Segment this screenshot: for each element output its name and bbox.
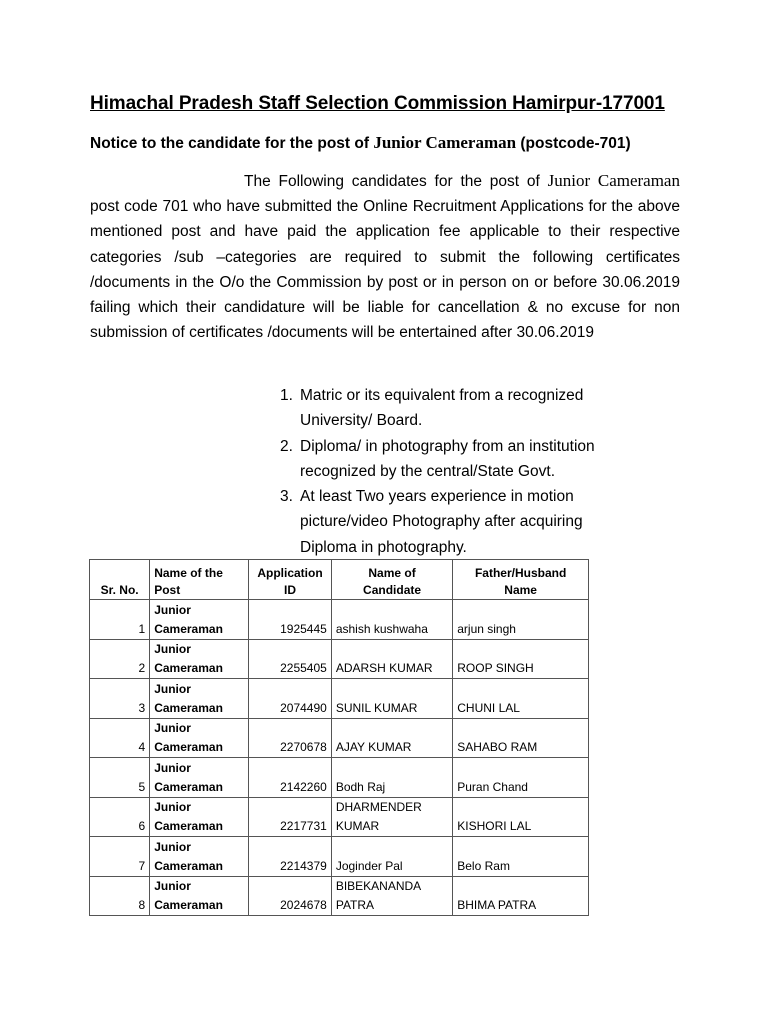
cell-father-name: arjun singh bbox=[453, 600, 589, 640]
cell-application-id: 2255405 bbox=[249, 639, 332, 679]
cell-father-name: CHUNI LAL bbox=[453, 679, 589, 719]
cell-father-name: BHIMA PATRA bbox=[453, 876, 589, 916]
cell-post: Junior Cameraman bbox=[150, 600, 249, 640]
cell-candidate-name: ADARSH KUMAR bbox=[331, 639, 452, 679]
requirement-text: At least Two years experience in motion picture/video Photography after acquiring Diploma in photography. bbox=[300, 488, 583, 556]
notice-prefix: Notice to the candidate for the post of bbox=[90, 135, 374, 152]
header-post: Name of the Post bbox=[150, 560, 249, 600]
cell-post: Junior Cameraman bbox=[150, 876, 249, 916]
cell-candidate-name: Joginder Pal bbox=[331, 837, 452, 877]
requirements-list bbox=[280, 383, 640, 560]
cell-candidate-name: AJAY KUMAR bbox=[331, 718, 452, 758]
notice-paragraph bbox=[90, 168, 680, 345]
table-row bbox=[90, 837, 589, 877]
cell-sr-no: 2 bbox=[90, 639, 150, 679]
paragraph-post: Junior Cameraman bbox=[547, 171, 680, 190]
cell-father-name: SAHABO RAM bbox=[453, 718, 589, 758]
notice-post: Junior Cameraman bbox=[373, 133, 517, 152]
notice-suffix: (postcode-701) bbox=[516, 135, 631, 152]
header-father-name: Father/Husband Name bbox=[453, 560, 589, 600]
header-sr-no: Sr. No. bbox=[90, 560, 150, 600]
candidates-table bbox=[89, 559, 589, 916]
requirement-text: Matric or its equivalent from a recognized University/ Board. bbox=[300, 387, 584, 430]
cell-post: Junior Cameraman bbox=[150, 718, 249, 758]
requirement-text: Diploma/ in photography from an institution recognized by the central/State Govt. bbox=[300, 437, 595, 480]
requirement-item bbox=[280, 484, 640, 560]
paragraph-body: post code 701 who have submitted the Online Recruitment Applications for the above mentioned post and have paid the application fee applicable to their respective categories /sub –categories are required to submit the following certificates /documents in the O/o the Commission by post or in person on or before 30.06.2019 failing which their candidature will be liable for cancellation & no excuse for non submission of certificates /documents will be entertained after 30.06.2019 bbox=[90, 198, 680, 342]
cell-sr-no: 7 bbox=[90, 837, 150, 877]
cell-sr-no: 5 bbox=[90, 758, 150, 798]
cell-candidate-name: ashish kushwaha bbox=[331, 600, 452, 640]
header-candidate-name: Name of Candidate bbox=[331, 560, 452, 600]
page-title: Himachal Pradesh Staff Selection Commission Hamirpur-177001 bbox=[90, 93, 665, 114]
requirement-number: 2. bbox=[280, 437, 293, 455]
requirement-number: 1. bbox=[280, 387, 293, 404]
cell-post: Junior Cameraman bbox=[150, 679, 249, 719]
cell-candidate-name: SUNIL KUMAR bbox=[331, 679, 452, 719]
cell-candidate-name: DHARMENDER KUMAR bbox=[331, 797, 452, 837]
requirement-number: 3. bbox=[280, 488, 293, 506]
cell-application-id: 2142260 bbox=[249, 758, 332, 798]
cell-candidate-name: BIBEKANANDA PATRA bbox=[331, 876, 452, 916]
cell-sr-no: 6 bbox=[90, 797, 150, 837]
cell-application-id: 2217731 bbox=[249, 797, 332, 837]
table-row bbox=[90, 639, 589, 679]
cell-father-name: KISHORI LAL bbox=[453, 797, 589, 837]
cell-father-name: Puran Chand bbox=[453, 758, 589, 798]
notice-document bbox=[90, 93, 680, 912]
table-header-row bbox=[90, 560, 589, 600]
requirement-item bbox=[280, 434, 640, 485]
cell-application-id: 1925445 bbox=[249, 600, 332, 640]
cell-application-id: 2270678 bbox=[249, 718, 332, 758]
cell-post: Junior Cameraman bbox=[150, 797, 249, 837]
paragraph-lead: The Following candidates for the post of bbox=[244, 173, 548, 190]
table-row bbox=[90, 600, 589, 640]
table-row bbox=[90, 758, 589, 798]
cell-father-name: ROOP SINGH bbox=[453, 639, 589, 679]
cell-application-id: 2074490 bbox=[249, 679, 332, 719]
requirement-item bbox=[280, 383, 640, 434]
cell-post: Junior Cameraman bbox=[150, 837, 249, 877]
cell-father-name: Belo Ram bbox=[453, 837, 589, 877]
cell-candidate-name: Bodh Raj bbox=[331, 758, 452, 798]
cell-sr-no: 3 bbox=[90, 679, 150, 719]
table-row bbox=[90, 797, 589, 837]
cell-post: Junior Cameraman bbox=[150, 639, 249, 679]
header-application-id: Application ID bbox=[249, 560, 332, 600]
table-row bbox=[90, 718, 589, 758]
cell-sr-no: 8 bbox=[90, 876, 150, 916]
notice-heading bbox=[90, 133, 631, 153]
cell-sr-no: 4 bbox=[90, 718, 150, 758]
cell-post: Junior Cameraman bbox=[150, 758, 249, 798]
cell-sr-no: 1 bbox=[90, 600, 150, 640]
cell-application-id: 2024678 bbox=[249, 876, 332, 916]
table-row bbox=[90, 679, 589, 719]
table-row bbox=[90, 876, 589, 916]
cell-application-id: 2214379 bbox=[249, 837, 332, 877]
